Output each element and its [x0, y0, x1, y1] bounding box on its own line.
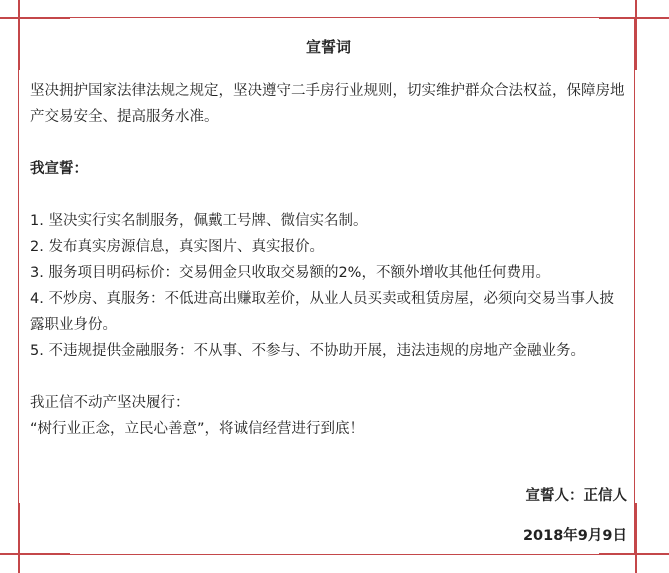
frame-corner-accent: [635, 0, 637, 70]
page-title: 宣誓词: [305, 38, 351, 56]
signer: 宣誓人：正信人: [525, 487, 627, 504]
oath-item-2: 2. 发布真实房源信息，真实图片、真实报价。: [30, 239, 324, 255]
intro-paragraph: 坚决拥护国家法律法规之规定，坚决遵守二手房行业规则，切实维护群众合法权益，保障房地产交易安全、提高服务水准。: [30, 83, 625, 125]
oath-heading: 我宣誓：: [30, 161, 88, 177]
closing-line-1: 我正信不动产坚决履行：: [30, 395, 190, 411]
oath-item-3: 3. 服务项目明码标价：交易佣金只收取交易额的2%，不额外增收其他任何费用。: [30, 265, 550, 281]
spacer: [30, 130, 627, 156]
oath-item-4: 4. 不炒房、真服务：不低进高出赚取差价，从业人员买卖或租赁房屋，必须向交易当事人披露职业身份。: [30, 291, 614, 333]
oath-item-5: 5. 不违规提供金融服务：不从事、不参与、不协助开展，违法违规的房地产金融业务。: [30, 343, 585, 359]
document-body: [30, 30, 627, 564]
oath-item-1: 1. 坚决实行实名制服务，佩戴工号牌、微信实名制。: [30, 213, 368, 229]
spacer: [30, 442, 627, 468]
spacer: [30, 364, 627, 390]
date: 2018年9月9日: [522, 528, 627, 544]
spacer: [30, 182, 627, 208]
frame-corner-accent: [635, 503, 637, 573]
closing-line-2: “树行业正念，立民心善意”，将诚信经营进行到底！: [30, 421, 365, 437]
